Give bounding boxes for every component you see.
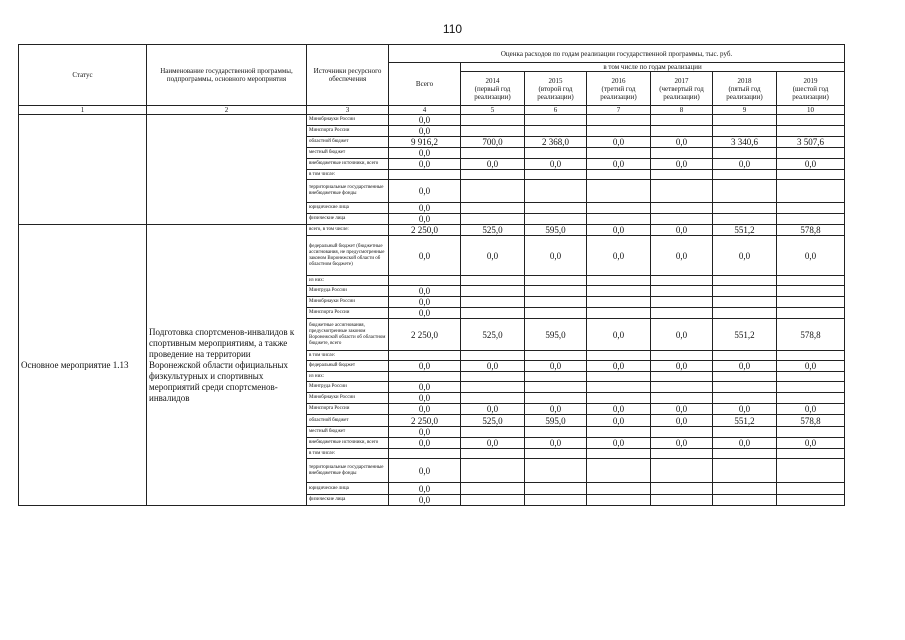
year-value-cell (777, 427, 845, 438)
header-year (651, 72, 713, 106)
total-value-cell (389, 351, 461, 361)
total-value-cell (389, 170, 461, 180)
year-value-cell (713, 148, 777, 159)
header-year-note: (третий год реализации) (600, 84, 637, 101)
year-value-cell (777, 276, 845, 286)
source-cell: физические лица (307, 495, 389, 506)
header-name: Наименование государственной программы, подпрограммы, основного мероприятия (147, 45, 307, 106)
header-total: Всего (389, 63, 461, 106)
column-number: 4 (389, 106, 461, 115)
year-value-cell (461, 276, 525, 286)
year-value-cell (525, 180, 587, 203)
header-year-note: (второй год реализации) (537, 84, 574, 101)
year-value-cell (461, 459, 525, 483)
year-value-cell (651, 372, 713, 382)
source-cell: из них: (307, 276, 389, 286)
year-value-cell: 0,0 (651, 159, 713, 170)
year-value-cell (777, 297, 845, 308)
year-value-cell: 0,0 (777, 159, 845, 170)
year-value-cell: 0,0 (587, 361, 651, 372)
source-cell: Минтруда России (307, 382, 389, 393)
column-number: 6 (525, 106, 587, 115)
year-value-cell: 0,0 (461, 236, 525, 276)
column-number: 5 (461, 106, 525, 115)
total-value-cell: 0,0 (389, 286, 461, 297)
source-cell: Минобрнауки России (307, 115, 389, 126)
source-cell: федеральный бюджет (307, 361, 389, 372)
year-value-cell: 525,0 (461, 319, 525, 351)
source-cell: местный бюджет (307, 148, 389, 159)
year-value-cell: 0,0 (651, 225, 713, 236)
total-value-cell: 0,0 (389, 404, 461, 415)
year-value-cell: 0,0 (587, 319, 651, 351)
year-value-cell (651, 170, 713, 180)
year-value-cell (461, 203, 525, 214)
year-value-cell (587, 427, 651, 438)
source-cell: Минспорта России (307, 126, 389, 137)
year-value-cell (651, 297, 713, 308)
year-value-cell (461, 115, 525, 126)
year-value-cell (777, 286, 845, 297)
status-cell: Основное мероприятие 1.13 (19, 225, 147, 506)
total-value-cell: 2 250,0 (389, 415, 461, 427)
status-cell (19, 115, 147, 225)
source-cell: в том числе: (307, 449, 389, 459)
total-value-cell: 2 250,0 (389, 225, 461, 236)
year-value-cell (461, 214, 525, 225)
year-value-cell (713, 297, 777, 308)
year-value-cell (713, 351, 777, 361)
year-value-cell (713, 126, 777, 137)
year-value-cell (461, 449, 525, 459)
year-value-cell: 0,0 (777, 361, 845, 372)
year-value-cell: 578,8 (777, 319, 845, 351)
source-cell: юридические лица (307, 203, 389, 214)
year-value-cell: 0,0 (587, 438, 651, 449)
year-value-cell (587, 276, 651, 286)
source-cell: юридические лица (307, 483, 389, 495)
year-value-cell (777, 483, 845, 495)
year-value-cell (525, 483, 587, 495)
total-value-cell: 0,0 (389, 214, 461, 225)
year-value-cell: 0,0 (777, 438, 845, 449)
year-value-cell (651, 351, 713, 361)
year-value-cell: 0,0 (651, 404, 713, 415)
year-value-cell (587, 449, 651, 459)
source-cell: Минобрнауки России (307, 393, 389, 404)
total-value-cell: 0,0 (389, 297, 461, 308)
year-value-cell: 0,0 (461, 438, 525, 449)
year-value-cell: 0,0 (587, 159, 651, 170)
total-value-cell: 0,0 (389, 459, 461, 483)
year-value-cell (587, 126, 651, 137)
year-value-cell (461, 495, 525, 506)
year-value-cell (651, 126, 713, 137)
year-value-cell (525, 203, 587, 214)
year-value-cell (777, 308, 845, 319)
header-status: Статус (19, 45, 147, 106)
year-value-cell (713, 180, 777, 203)
total-value-cell (389, 276, 461, 286)
year-value-cell (713, 382, 777, 393)
header-year-value: 2015 (548, 76, 563, 85)
header-year (525, 72, 587, 106)
year-value-cell: 0,0 (651, 438, 713, 449)
source-cell: областной бюджет (307, 415, 389, 427)
year-value-cell (587, 180, 651, 203)
year-value-cell (777, 372, 845, 382)
year-value-cell: 0,0 (713, 159, 777, 170)
year-value-cell (461, 427, 525, 438)
year-value-cell (651, 449, 713, 459)
year-value-cell: 0,0 (713, 236, 777, 276)
year-value-cell (587, 459, 651, 483)
year-value-cell (651, 148, 713, 159)
total-value-cell: 0,0 (389, 159, 461, 170)
year-value-cell (777, 351, 845, 361)
header-year-value: 2019 (803, 76, 818, 85)
header-year-value: 2018 (737, 76, 752, 85)
page-number: 110 (442, 22, 463, 36)
year-value-cell (713, 276, 777, 286)
year-value-cell (651, 214, 713, 225)
year-value-cell: 551,2 (713, 415, 777, 427)
year-value-cell (461, 297, 525, 308)
header-year (713, 72, 777, 106)
year-value-cell (651, 203, 713, 214)
source-cell: Минспорта России (307, 404, 389, 415)
year-value-cell: 0,0 (461, 159, 525, 170)
year-value-cell: 0,0 (651, 319, 713, 351)
total-value-cell: 0,0 (389, 483, 461, 495)
year-value-cell: 578,8 (777, 225, 845, 236)
year-value-cell (651, 276, 713, 286)
year-value-cell (713, 170, 777, 180)
source-cell: бюджетные ассигнования, предусмотренные законом Воронежской области об областном бюджете, всего (307, 319, 389, 351)
year-value-cell: 0,0 (587, 415, 651, 427)
year-value-cell: 525,0 (461, 225, 525, 236)
year-value-cell (461, 372, 525, 382)
header-by-year: в том числе по годам реализации (461, 63, 845, 72)
column-number: 7 (587, 106, 651, 115)
source-cell: Минспорта России (307, 308, 389, 319)
year-value-cell: 0,0 (713, 404, 777, 415)
year-value-cell: 0,0 (525, 159, 587, 170)
year-value-cell (525, 170, 587, 180)
year-value-cell: 0,0 (461, 361, 525, 372)
year-value-cell (461, 170, 525, 180)
header-year-note: (шестой год реализации) (792, 84, 829, 101)
header-sources: Источники ресурсного обеспечения (307, 45, 389, 106)
table-row (19, 115, 845, 126)
year-value-cell (651, 115, 713, 126)
header-year-note: (первый год реализации) (474, 84, 511, 101)
total-value-cell: 0,0 (389, 427, 461, 438)
year-value-cell (777, 148, 845, 159)
source-cell: областной бюджет (307, 137, 389, 148)
year-value-cell (525, 286, 587, 297)
year-value-cell (713, 372, 777, 382)
year-value-cell (461, 393, 525, 404)
year-value-cell: 0,0 (777, 404, 845, 415)
year-value-cell (713, 483, 777, 495)
year-value-cell (525, 372, 587, 382)
year-value-cell: 0,0 (651, 137, 713, 148)
year-value-cell (777, 126, 845, 137)
year-value-cell (461, 180, 525, 203)
column-number: 9 (713, 106, 777, 115)
source-cell: внебюджетные источники, всего (307, 438, 389, 449)
year-value-cell: 551,2 (713, 225, 777, 236)
year-value-cell (587, 393, 651, 404)
year-value-cell: 3 507,6 (777, 137, 845, 148)
year-value-cell (525, 308, 587, 319)
year-value-cell: 595,0 (525, 319, 587, 351)
total-value-cell: 0,0 (389, 180, 461, 203)
year-value-cell (777, 115, 845, 126)
year-value-cell: 0,0 (525, 404, 587, 415)
year-value-cell: 551,2 (713, 319, 777, 351)
year-value-cell (587, 170, 651, 180)
year-value-cell (713, 308, 777, 319)
table-body (19, 115, 845, 506)
total-value-cell: 0,0 (389, 115, 461, 126)
source-cell: физические лица (307, 214, 389, 225)
header-year-value: 2014 (485, 76, 500, 85)
year-value-cell (587, 214, 651, 225)
source-cell: территориальные государственные внебюджетные фонды (307, 180, 389, 203)
total-value-cell (389, 372, 461, 382)
year-value-cell (713, 286, 777, 297)
year-value-cell (777, 214, 845, 225)
year-value-cell: 700,0 (461, 137, 525, 148)
year-value-cell (525, 297, 587, 308)
year-value-cell (651, 483, 713, 495)
year-value-cell: 2 368,0 (525, 137, 587, 148)
year-value-cell (713, 214, 777, 225)
year-value-cell (461, 382, 525, 393)
year-value-cell (587, 148, 651, 159)
year-value-cell (525, 393, 587, 404)
year-value-cell: 0,0 (587, 225, 651, 236)
year-value-cell (525, 495, 587, 506)
year-value-cell (651, 180, 713, 203)
year-value-cell (713, 449, 777, 459)
year-value-cell (461, 126, 525, 137)
year-value-cell: 0,0 (651, 415, 713, 427)
source-cell: территориальные государственные внебюджетные фонды (307, 459, 389, 483)
year-value-cell: 578,8 (777, 415, 845, 427)
column-number: 3 (307, 106, 389, 115)
year-value-cell (461, 286, 525, 297)
year-value-cell (587, 372, 651, 382)
measure-name-cell: Подготовка спортсменов-инвалидов к спортивным мероприятиям, а также проведение на территории Воронежской области официальных физкультурных и спортивных мероприятий среди спортсменов-инвалидов (147, 225, 307, 506)
year-value-cell: 0,0 (587, 236, 651, 276)
source-cell: всего, в том числе: (307, 225, 389, 236)
year-value-cell (587, 495, 651, 506)
year-value-cell (651, 286, 713, 297)
total-value-cell: 0,0 (389, 203, 461, 214)
year-value-cell: 0,0 (651, 236, 713, 276)
header-year-value: 2017 (674, 76, 689, 85)
year-value-cell (713, 203, 777, 214)
year-value-cell (651, 308, 713, 319)
total-value-cell: 0,0 (389, 361, 461, 372)
column-number: 1 (19, 106, 147, 115)
year-value-cell (777, 459, 845, 483)
year-value-cell: 595,0 (525, 225, 587, 236)
source-cell: федеральный бюджет (бюджетные ассигнования, не предусмотренные законом Воронежской области об областном бюджете) (307, 236, 389, 276)
year-value-cell: 0,0 (777, 236, 845, 276)
total-value-cell: 0,0 (389, 393, 461, 404)
year-value-cell (713, 393, 777, 404)
total-value-cell: 0,0 (389, 438, 461, 449)
year-value-cell (777, 449, 845, 459)
column-number: 2 (147, 106, 307, 115)
column-number: 10 (777, 106, 845, 115)
total-value-cell: 0,0 (389, 382, 461, 393)
year-value-cell: 0,0 (713, 438, 777, 449)
header-year-note: (четвертый год реализации) (659, 84, 704, 101)
year-value-cell (525, 148, 587, 159)
source-cell: в том числе: (307, 351, 389, 361)
year-value-cell (461, 148, 525, 159)
year-value-cell (461, 351, 525, 361)
year-value-cell: 3 340,6 (713, 137, 777, 148)
year-value-cell: 525,0 (461, 415, 525, 427)
year-value-cell (525, 126, 587, 137)
source-cell: местный бюджет (307, 427, 389, 438)
year-value-cell: 0,0 (651, 361, 713, 372)
total-value-cell: 9 916,2 (389, 137, 461, 148)
year-value-cell (525, 449, 587, 459)
source-cell: внебюджетные источники, всего (307, 159, 389, 170)
year-value-cell (713, 495, 777, 506)
year-value-cell (525, 382, 587, 393)
source-cell: Минтруда России (307, 286, 389, 297)
year-value-cell (525, 351, 587, 361)
year-value-cell: 0,0 (713, 361, 777, 372)
year-value-cell (525, 115, 587, 126)
year-value-cell (777, 382, 845, 393)
year-value-cell (713, 459, 777, 483)
year-value-cell (525, 459, 587, 483)
source-cell: в том числе: (307, 170, 389, 180)
year-value-cell (525, 276, 587, 286)
source-cell: из них: (307, 372, 389, 382)
year-value-cell: 0,0 (525, 236, 587, 276)
year-value-cell (777, 393, 845, 404)
year-value-cell (587, 382, 651, 393)
year-value-cell: 0,0 (587, 404, 651, 415)
year-value-cell (525, 427, 587, 438)
year-value-cell (587, 203, 651, 214)
year-value-cell (651, 495, 713, 506)
year-value-cell (461, 483, 525, 495)
measure-name-cell (147, 115, 307, 225)
source-cell: Минобрнауки России (307, 297, 389, 308)
year-value-cell (461, 308, 525, 319)
year-value-cell (587, 351, 651, 361)
header-year (587, 72, 651, 106)
year-value-cell (713, 427, 777, 438)
table-header (19, 45, 845, 115)
year-value-cell (777, 495, 845, 506)
total-value-cell: 0,0 (389, 495, 461, 506)
year-value-cell: 0,0 (525, 361, 587, 372)
header-year (461, 72, 525, 106)
total-value-cell: 0,0 (389, 126, 461, 137)
header-year (777, 72, 845, 106)
year-value-cell: 0,0 (525, 438, 587, 449)
total-value-cell: 2 250,0 (389, 319, 461, 351)
year-value-cell (777, 180, 845, 203)
year-value-cell: 595,0 (525, 415, 587, 427)
year-value-cell (587, 297, 651, 308)
year-value-cell (777, 170, 845, 180)
total-value-cell: 0,0 (389, 236, 461, 276)
year-value-cell (587, 115, 651, 126)
year-value-cell (777, 203, 845, 214)
year-value-cell (713, 115, 777, 126)
header-year-value: 2016 (611, 76, 626, 85)
column-numbers-row (19, 106, 845, 115)
table-row (19, 225, 845, 236)
budget-table (18, 44, 845, 506)
total-value-cell: 0,0 (389, 308, 461, 319)
year-value-cell (587, 483, 651, 495)
year-value-cell (651, 382, 713, 393)
total-value-cell (389, 449, 461, 459)
year-value-cell (587, 308, 651, 319)
year-value-cell (651, 393, 713, 404)
header-year-note: (пятый год реализации) (726, 84, 763, 101)
year-value-cell (651, 427, 713, 438)
year-value-cell: 0,0 (587, 137, 651, 148)
total-value-cell: 0,0 (389, 148, 461, 159)
year-value-cell (587, 286, 651, 297)
header-estimate: Оценка расходов по годам реализации государственной программы, тыс. руб. (389, 45, 845, 63)
year-value-cell (651, 459, 713, 483)
year-value-cell (525, 214, 587, 225)
column-number: 8 (651, 106, 713, 115)
year-value-cell: 0,0 (461, 404, 525, 415)
